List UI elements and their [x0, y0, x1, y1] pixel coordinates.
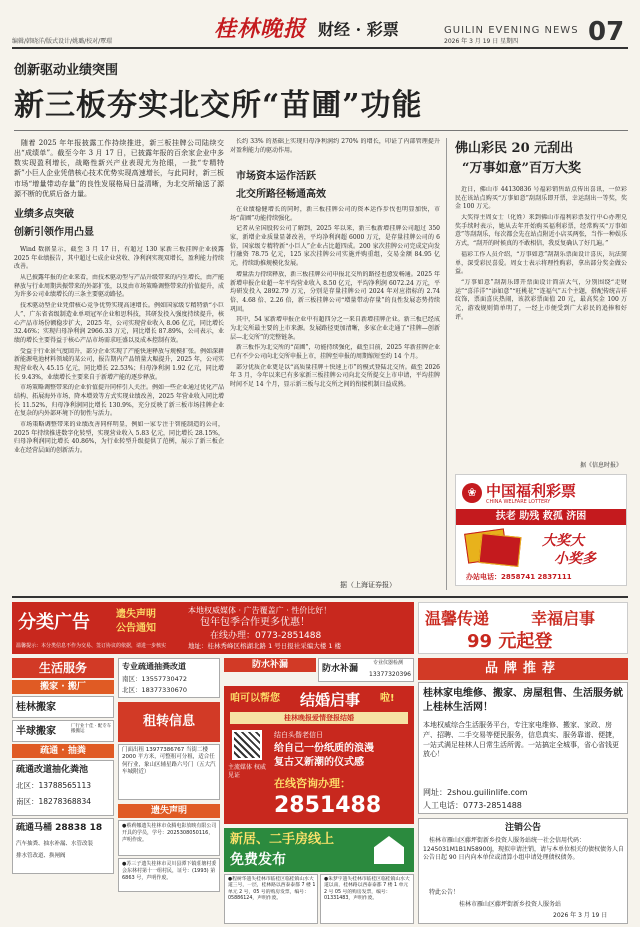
waterproof-phone[interactable]: 13377320396 — [369, 671, 411, 678]
rent-ribbon: 租转信息 — [118, 702, 220, 742]
septic-south[interactable]: 南区：18278368834 — [16, 797, 91, 806]
lottery-p3: “万事如意”刮刮乐即开票面设计简洁大气，分别围绕“走财运”“喜洋洋”“添如意”“旺桃花”“连福气”五个主题，搭配传统吉祥纹饰，票面喜庆热闹，该款彩票面值 20 元，最高奖金 100 万元，游戏规则简单明了，一经上市便受到广大彩民的追捧和好评。 — [455, 278, 627, 321]
cancel-body: 桂林市雁山区藤坪街新乡投资人服务站统一社会信用代码：1245031M1B1N58900J，现拟申请注销，请与本单位相关的债权债务人自公告日起 90 日内向本单位或清算小组申请处理债权债务。 — [423, 837, 624, 862]
gl-moving-ad — [12, 696, 114, 718]
cwl-logo-icon: ❀ — [462, 483, 482, 503]
lottery-p0: 近日，佛山市 44130836 号福彩销售站点传出喜讯，一位彩民在该站点购买“万事如意”刮刮乐即开票，幸运刮出一等奖，奖金 100 万元。 — [455, 186, 627, 211]
septic-ad — [12, 760, 114, 816]
body1-p1: 从已披露年报的企业来看，由技术驱动型与产品升级带来的内生增长，由产能释放与行业周期共振带来的外部扩张，以及由市场策略调整带来的价值提升，成为许多公司业绩增长的三条主要驱动路径。 — [14, 274, 224, 299]
paper-name: GUILIN EVENING NEWS — [444, 25, 579, 36]
body1-p2: 技术驱动型企业凭借核心竞争优势实现高速增长。例如国家级专精特新“小巨人”、广东省省级制造业单项冠军企业和思科技，其研发投入强度持续提升，核心产品市场份额稳步扩大，2025 年，公司实现营业收入 8.06 亿元，同比增长 32.46%；实现归母净利润 2966.33 万元，同比增长 87.89%，公司表示，业绩的增长主要得益于核心产品市场需求旺盛以及成本控制有效。 — [14, 302, 224, 344]
banner-title: 分类广告 — [18, 612, 90, 633]
septic-title: 疏通改道抽化粪池 — [16, 765, 89, 775]
cwl-name: 中国福利彩票 — [486, 482, 577, 500]
wedding-l1: 结白头偕老信日 — [274, 731, 323, 739]
body1-p0: Wind 数据显示，截至 3 月 17 日，有超过 130 家新三板挂牌企业披露 2025 年业绩报告，其中超过七成企业营收、净利润实现双增长，盈利能力持续改善。 — [14, 246, 224, 271]
body3-p4: 新三板作为北交所的“苗圃”，功能持续强化，截至目前，2025 年新挂牌企业已有不少公司向北交所申报上市，挂牌至申报的周期缩短至约 14 个月。 — [230, 344, 440, 360]
banner-line2: 包年包季合作更多优惠！ — [200, 617, 310, 628]
lost-text-1: ●蔡莉娜遗失桂林市众腾电影放映有限公司开具的学员，学号：2025308050116，声明作废。 — [122, 823, 217, 843]
lead-intro — [14, 138, 224, 200]
page-number: 07 — [588, 17, 625, 47]
body3-p0: 在业绩稳健增长的同时，新三板挂牌公司的资本运作步伐也明显加快，市场“苗圃”功能持续强化。 — [230, 206, 440, 222]
lead-rule — [14, 130, 628, 131]
profile-ad — [118, 658, 220, 698]
lost-text-2: ●苏三子遗失桂林市灵川县潭下镇莊塘村委会东林村第十一组村民，证号：(1993) 第 6863 号，声明作废。 — [122, 861, 217, 881]
cancel-title: 注销公告 — [504, 823, 541, 833]
lead-source: 据（上海证券报） — [340, 581, 396, 589]
brand-web[interactable]: 网址：2shou.guilinlife.com — [423, 788, 528, 797]
sec2-title: 创新引领作用凸显 — [14, 227, 94, 238]
lost-text-3: ●程树华遗失桂林市临桂区临桂镇山水大道三号，一层，桂林路以西泰泰都 7 楼 1 单元 2 号，05 号的购房发票，编号：05886124，声明作废。 — [228, 877, 316, 902]
lost-text-4: ●朱梦宇遗失桂林市临桂区临桂镇山水大道以南，桂林路以西泰泰都 7 楼 1 单元 2 号 05 号的购房发票，编号：01331483，声明作废。 — [324, 877, 410, 902]
tongluo-ad — [12, 818, 114, 874]
tongluo-title: 疏通马桶 28838 18 — [16, 823, 103, 833]
newhouse-sub: 免费发布 — [230, 852, 286, 868]
wedding-qr-icon — [232, 730, 262, 760]
life-service-ribbon: 生活服务 — [12, 658, 114, 678]
wedding-left: 主流媒体 权威见证 — [228, 764, 266, 779]
big-prize-1: 大奖大 — [542, 533, 584, 549]
waterproof-title: 防水补漏 — [322, 664, 359, 674]
bx-moving-ad — [12, 720, 114, 742]
classified-top-rule — [12, 596, 628, 598]
masthead-logo: 桂林晚报 — [214, 16, 307, 42]
banner-sub2: 公告通知 — [116, 623, 156, 634]
body1-p3: 受益于行业景气度回升，部分企业实现了产能快速释放与规模扩张。例如深耕新能源电池材料领域的某公司，报告期内产品销量大幅提升，2025 年，公司实现营业收入 45.15 亿元，同比增长 22.53%；归母净利润 1.92 亿元，同比增长 9.43%，业绩增长主要来自于新增产能的逐步释放。 — [14, 347, 224, 381]
sec1-title: 业绩多点突破 — [14, 209, 74, 220]
body3-p1: 记者从全国股转公司了解到，2025 年以来，新三板新增挂牌公司超过 350 家，新增企业质量显著改善，平均净利润超 6000 万元，是存量挂牌公司的 6 倍，国家级专精特新“小巨人”企业占比超四成。200 家次挂牌公司完成定向发行融资 78.75 亿元，125 家次挂牌公司实施并购重组，交易金额 84.95 亿元，持续助推规模化发展。 — [230, 225, 440, 268]
wedding-ad — [224, 686, 414, 824]
rent-body: 门面出租 13977386767 当街二楼 2000 平方米，可整租可分租，适合任何行业，象山区辅星路六号门（五大汽车城附近） — [122, 747, 216, 776]
banner-phone[interactable]: 在线办理：0773-2851488 — [210, 631, 322, 641]
septic-ribbon: 疏通 · 抽粪 — [12, 744, 114, 758]
cancel-notice — [418, 818, 628, 924]
wish-banner — [418, 602, 628, 654]
banner-addr: 地址：桂林秀峰区榕湖北路 1 号日报社采编大楼 1 楼 — [188, 642, 342, 650]
waterproof-sub: 专业仪器检测 — [373, 660, 404, 666]
profile-north[interactable]: 北区：18377330670 — [122, 686, 187, 694]
newhouse-ad — [224, 828, 414, 872]
profile-title: 专业疏通抽粪改道 — [122, 662, 186, 671]
wedding-title: 结婚启事 — [300, 691, 361, 709]
tongluo-sub2: 排水管改道、换闸阀 — [16, 853, 66, 859]
wedding-sub: 桂林晚报爱情登报结婚 — [230, 712, 408, 724]
wish-price: 99 元起登 — [467, 631, 553, 652]
lottery-p2: 福彩工作人员介绍，“万事如意”刮刮乐票面设计喜庆，玩法简单，深受彩民喜爱。周女士表示将理性购彩，拿出部分奖金做公益。 — [455, 250, 627, 276]
editors-line: 编辑/韩晓洋/版式设计/姚璐/校对/覃璟 — [12, 38, 113, 45]
cancel-org: 桂林市雁山区藤坪街新乡投资人服务站 — [459, 901, 562, 908]
lottery-card2-icon — [479, 533, 522, 567]
bx-moving-sub: 厂行业十佳 · 配专车搬搬运 — [71, 724, 112, 735]
wedding-m2: 复古又新潮的仪式感 — [274, 757, 364, 768]
body3-p3: 其中，54 家新增申报企业中有超四分之一来自新增挂牌企业。新三板已经成为北交所最主要的上市来源。发展路径更加清晰，多家企业走通了“挂牌—创新层—北交所”的完整链条。 — [230, 316, 440, 341]
masthead-section: 财经 · 彩票 — [318, 20, 399, 39]
wish-title2: 幸福启事 — [531, 609, 596, 628]
body3-p5: 部分优质企业更是以“高质量挂牌＋快速上市”的模式登陆北交所。截至 2026 年 3 月，今年以来已有多家新三板挂牌公司向北交所提交上市申请，平均挂牌时间不足 14 个月，显示新三板与北交所之间的衔接机制日益成熟。 — [230, 363, 440, 389]
lottery-headline1: 佛山彩民 20 元刮出 — [455, 141, 574, 156]
brand-ribbon: 品牌推荐 — [418, 658, 628, 680]
lottery-divider — [446, 138, 447, 590]
sec4-title: 北交所路径畅通高效 — [236, 189, 326, 200]
wish-title1: 温馨传递 — [425, 609, 490, 628]
gl-moving-title: 桂林搬家 — [16, 702, 56, 713]
lottery-source: 据《信息时报》 — [580, 462, 623, 469]
waterproof-ad — [318, 658, 414, 682]
wedding-m1: 给自己一份纸质的浪漫 — [274, 743, 374, 754]
lead-col2 — [230, 206, 440, 578]
cwl-ad — [455, 474, 627, 586]
lost-notice-3 — [224, 874, 318, 924]
wedding-hi: 咱可以帮您 — [230, 693, 280, 704]
brand-phone[interactable]: 人工电话：0773-2851488 — [423, 801, 522, 810]
cancel-sign: 特此公告！ — [429, 889, 460, 896]
wedding-phone[interactable]: 2851488 — [274, 793, 382, 818]
lottery-body — [455, 186, 627, 464]
lead-headline: 新三板夯实北交所“苗圃”功能 — [14, 88, 423, 123]
banner-line1: 本地权威媒体 · 广告覆盖广 · 性价比好！ — [188, 606, 332, 615]
lost-ribbon: 遗失声明 — [118, 804, 220, 818]
waterproof-ribbon: 防水补漏 — [224, 658, 316, 672]
lead-col2-top — [230, 138, 440, 164]
wedding-hey: 啦! — [380, 693, 395, 704]
lost-notice-4 — [320, 874, 414, 924]
lost-notice-2 — [118, 858, 220, 892]
tongluo-sub: 汽车抽粪、抽水补漏、水管改装 — [16, 841, 94, 847]
banner-sub1: 遗失声明 — [116, 609, 156, 620]
station-phone: 办站电话：2858741 2837111 — [466, 573, 572, 581]
wedding-phone-label: 在线咨询办理： — [274, 777, 351, 790]
sec3-title: 市场资本运作活跃 — [236, 171, 316, 182]
septic-north[interactable]: 北区：13788565113 — [16, 781, 91, 790]
cancel-date: 2026 年 3 月 19 日 — [553, 912, 608, 919]
lottery-headline2: “万事如意”百万大奖 — [462, 161, 581, 176]
brand-body: 本地权威综合生活服务平台，专注家电维修、搬家、家政、房产、招聘、二手交易等便民服务，信息真实、服务靠谱、便捷，一站式满足桂林人日常生活所需。一站搞定全城事，省心省钱更放心！ — [423, 721, 619, 759]
moving-ribbon: 搬家 · 搬厂 — [12, 680, 114, 694]
cwl-slogan: 扶老 助残 救孤 济困 — [456, 509, 626, 525]
body1-p4: 市场策略调整带来的企业价值提升同样引人关注。例如一些企业通过优化产品结构、拓展海外市场、降本增效等方式实现业绩改善，2025 年营业收入同比增长 11.52%，归母净利润同比增长 130.9%，充分反映了新三板市场挂牌企业在复杂的内外部环境下的韧性与活力。 — [14, 384, 224, 418]
brand-headline: 桂林家电维修、搬家、房屋租售、生活服务就上桂林生活网！ — [423, 688, 623, 713]
profile-south[interactable]: 南区：13557730472 — [122, 675, 187, 683]
lead-intro-text: 随着 2025 年年报披露工作持续推进，新三板挂牌公司陆续交出“成绩单”。截至今年 3 月 17 日，已披露年报的百余家企业中多数实现盈利增长，战略性新兴产业表现尤为抢眼，一批“专精特新”小巨人企业凭借核心技术优势实现高速增长，与此同时，新三板市场“增量带动存量”的良性发展格局日益清晰，为北交所输送了源源不断的优质后备力量。 — [14, 139, 224, 198]
brand-ad — [418, 682, 628, 814]
body1-p5: 市场策略调整带来的业绩改善同样明显，例如一家专注于智能制造的公司，2025 年持续推进数字化转型，实现营业收入 5.83 亿元，同比增长 28.15%，归母净利润同比增长 40.86%，为行业转型升级提供了范例，展示了新三板企业在经营层面的创新活力。 — [14, 421, 224, 455]
issue-date: 2026 年 3 月 19 日 星期四 — [444, 38, 519, 45]
lead-kicker: 创新驱动业绩突围 — [14, 63, 119, 78]
big-prize-2: 小奖多 — [554, 551, 596, 567]
house-icon — [374, 836, 404, 864]
cwl-english: CHINA WELFARE LOTTERY — [486, 499, 551, 505]
body2-p0: 长约 33% 的基础上实现归母净利润约 270% 的增长，印证了内部管理提升对盈利能力的驱动作用。 — [230, 138, 440, 154]
masthead-rule — [12, 47, 628, 49]
classified-banner — [12, 602, 414, 654]
bx-moving-title: 半球搬家 — [16, 726, 56, 737]
lottery-p1: 大奖得主周女士（化姓）来到佛山市福利彩票发行中心办理兑奖手续时表示，她从去年开始购买福利彩票，经常购买“万事如意”等刮刮乐，每次都会先在站点附近小店买两张，当作一种娱乐方式，“刮开的时候真的不敢相信，我反复确认了好几遍。” — [455, 214, 627, 248]
body3-p2: 增量活力持续释放，新三板挂牌公司申报北交所的路径也愈发畅通。2025 年新增申报企业超一年平均营业收入 8.50 亿元，平均净利润 6072.24 万元，平均研发投入 2892.79 万元，分别是存量挂牌公司 2024 年对应指标的 2.74 倍、4.68 倍、2.26 倍，新三板挂牌公司“增量带动存量”的良性发展态势持续巩固。 — [230, 270, 440, 313]
banner-note: 温馨提示：本分类信息不作为交易、签订协议的依据，请进一步核实 — [16, 643, 167, 649]
lead-col1 — [14, 246, 224, 588]
lost-notice-1 — [118, 820, 220, 856]
newhouse-title: 新居、二手房线上 — [230, 832, 335, 847]
rent-ad — [118, 744, 220, 800]
